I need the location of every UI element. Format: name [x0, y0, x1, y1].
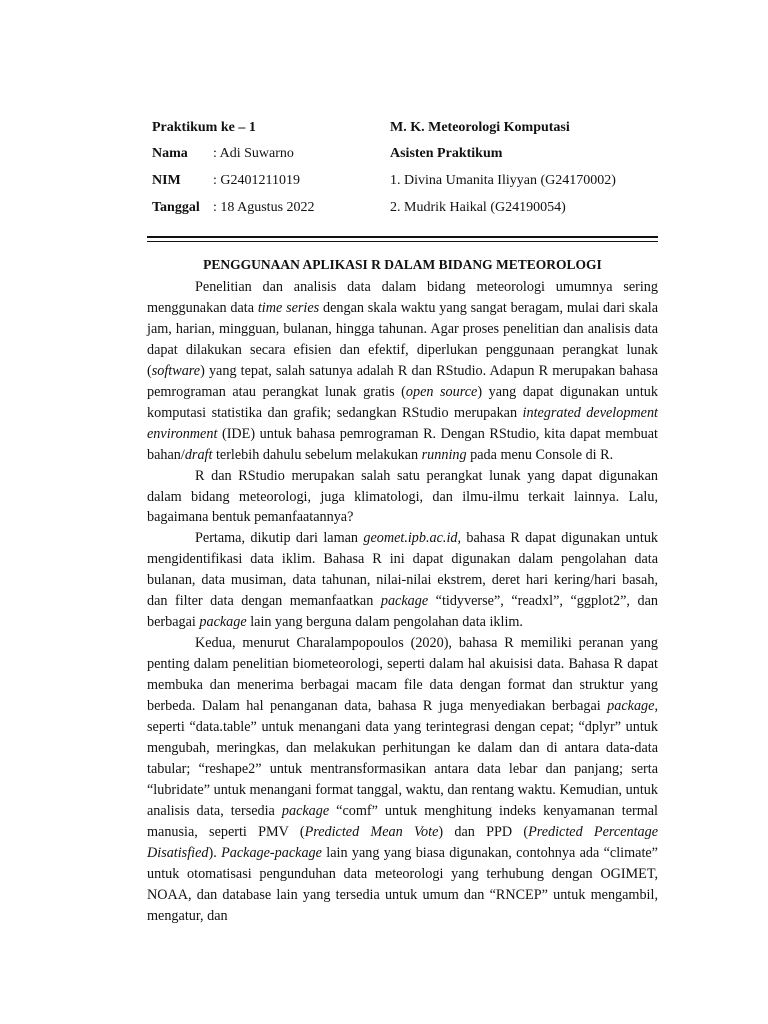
header-rule-thick: [147, 236, 658, 238]
paragraph-1: [147, 277, 658, 466]
p1-text-a: Penelitian dan analisis data dalam bidang meteorologi umumnya sering menggunakan data: [147, 279, 658, 316]
p4-text-i: ).: [208, 844, 222, 861]
tanggal-value: : 18 Agustus 2022: [213, 200, 315, 215]
nama-label: Nama: [152, 146, 188, 161]
asisten-1: 1. Divina Umanita Iliyyan (G24170002): [390, 173, 616, 188]
p4-text-a: Kedua, menurut Charalampopoulos (2020), bahasa R memiliki peranan yang penting dalam penelitian biometeorologi, seperti dalam hal akuisisi data. Bahasa R dapat membuka dan menerima berbagai macam file data dengan format dan struktur yang berbeda. Dalam hal penanganan data, bahasa R juga menyediakan berbagai: [147, 635, 658, 715]
nim-label: NIM: [152, 173, 181, 188]
p4-text-c: seperti “data.table” untuk menangani data yang terintegrasi dengan cepat; “dplyr” untuk mengubah, meringkas, dan melakukan perhitungan ke dalam dan di antara data-data tabular; “reshape2” untuk mentransformasikan antara data lebar dan panjang; serta “lubridate” untuk menangani format tanggal, waktu, dan rentang waktu. Kemudian, untuk analisis data, tersedia: [147, 719, 658, 819]
p1-text-i: (IDE) untuk bahasa pemrograman R. Dengan RStudio, kita dapat membuat bahan/: [147, 425, 658, 463]
p1-italic-open-source: open source: [405, 383, 478, 400]
p3-text-e: “tidyverse”, “readxl”, “ggplot2”, dan berbagai: [147, 593, 658, 631]
p4-italic-package-package: Package-package: [221, 844, 322, 861]
p3-italic-website: geomet.ipb.ac.id,: [363, 530, 462, 547]
p4-text-g: ) dan PPD (: [438, 823, 529, 840]
nim-value: : G2401211019: [213, 173, 300, 188]
p1-italic-ide: integrated development environment: [147, 404, 659, 442]
course-name: M. K. Meteorologi Komputasi: [390, 120, 570, 135]
p4-italic-package: package,: [607, 698, 658, 715]
p4-text-k: lain yang yang biasa digunakan, contohnya ada “climate” untuk otomatisasi pengunduhan data meteorologi yang terhubung dengan OGIMET, NOAA, dan database lain yang tersedia untuk umum dan “RNCEP” untuk mengambil, mengatur, dan: [147, 844, 658, 924]
p1-text-k: terlebih dahulu sebelum melakukan: [212, 446, 422, 463]
p4-italic-pmv: Predicted Mean Vote: [304, 823, 439, 840]
asisten-2: 2. Mudrik Haikal (G24190054): [390, 200, 566, 215]
nama-value: : Adi Suwarno: [213, 146, 294, 161]
p1-italic-draft: draft: [184, 446, 213, 463]
p3-text-c: bahasa R dapat digunakan untuk mengidentifikasi data iklim. Bahasa R ini dapat digunakan dalam pengolahan data bulanan, data musiman, data tahunan, nilai-nilai ekstrem, deret hari kering/hari basah, dan filter data dengan memanfaatkan: [147, 530, 659, 610]
p1-italic-time-series: time series: [257, 299, 320, 316]
p3-text-a: Pertama, dikutip dari laman: [195, 530, 364, 547]
p1-text-e: ) yang tepat, salah satunya adalah R dan RStudio. Adapun R merupakan bahasa pemrograman atau perangkat lunak gratis (: [147, 362, 658, 400]
asisten-title: Asisten Praktikum: [390, 146, 503, 161]
header-rule-thin: [147, 241, 658, 242]
p1-italic-software: software: [151, 362, 201, 379]
paragraph-4: [147, 633, 658, 926]
tanggal-label: Tanggal: [152, 200, 200, 215]
p4-italic-package-2: package: [281, 802, 330, 819]
p3-italic-package-2: package: [199, 614, 247, 631]
p4-text-e: “comf” untuk menghitung indeks kenyamanan termal manusia, seperti PMV (: [147, 802, 658, 840]
document-title: PENGGUNAAN APLIKASI R DALAM BIDANG METEOROLOGI: [203, 257, 602, 272]
document-body: [147, 277, 658, 927]
paragraph-3: [147, 528, 658, 633]
p1-italic-running: running: [421, 446, 467, 463]
p1-text-g: ) yang dapat digunakan untuk komputasi statistika dan grafik; sedangkan RStudio merupakan: [147, 383, 658, 421]
p1-text-c: dengan skala waktu yang sangat beragam, mulai dari skala jam, harian, mingguan, bulanan, hingga tahunan. Agar proses penelitian dan analisis data dapat dilakukan secara efisien dan efektif, diperlukan penggunaan perangkat lunak (: [147, 299, 658, 379]
paragraph-2: R dan RStudio merupakan salah satu perangkat lunak yang dapat digunakan dalam bidang meteorologi, juga klimatologi, dan ilmu-ilmu terkait lainnya. Lalu, bagaimana bentuk pemanfaatannya?: [147, 467, 658, 526]
p1-text-m: pada menu Console di R.: [466, 446, 614, 463]
p3-italic-package: package: [380, 593, 429, 610]
praktikum-label: Praktikum ke – 1: [152, 120, 256, 135]
p4-italic-ppd: Predicted Percentage Disatisfied: [147, 823, 658, 861]
p3-text-g: lain yang berguna dalam pengolahan data iklim.: [246, 614, 523, 631]
